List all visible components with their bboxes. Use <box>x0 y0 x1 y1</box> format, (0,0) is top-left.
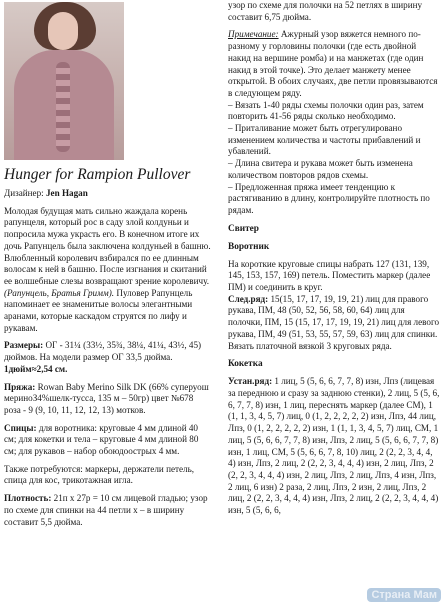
pullover-photo <box>4 2 124 160</box>
note-bullet: – Вязать 1-40 ряды схемы полочки один раз, затем повторить 41-56 ряды сколько необходимо. <box>228 99 424 122</box>
section-heading-sweater: Свитер <box>228 223 259 234</box>
site-watermark: Страна Мам <box>367 588 441 602</box>
note-bullet: – Приталивание может быть отрегулировано изменением количества и частоты прибавлений и убавлений. <box>228 123 421 157</box>
next-row-paragraph: След.ряд: 15(15, 17, 17, 19, 19, 21) лиц для правого рукава, ПМ, 48 (50, 52, 56, 58, 60, 64) лиц для полочки, ПМ, 15 (15, 17, 17, 19, 19, 21) лиц для левого рукава, ПМ, 49 (51, 53, 55, 57, 59, 63) лиц для спинки. Вязать платочной вязкой 3 круговых ряда. <box>228 293 440 351</box>
notions-paragraph: Также потребуются: маркеры, держатели петель, спица для кос, трикотажная игла. <box>4 463 195 486</box>
story-paragraph: Молодая будущая мать сильно жаждала корень рапунцеля, который рос в саду злой колдуньи и попросила мужа украсть его. В конечном итоге их дочь Рапунцель была заключена колдуньей в башню. Влюбленный королевич взбирался по ее длинным волосам к ней в башню. После изгнания и скитаний ее волшебные слезы возвращают зрение королевичу. (Рапунцель, Братья Гримм). Пуловер Рапунцель напоминает ее знаменитые волосы элегантными аранами, которые каскадом струятся по лифу и рукавам. <box>4 205 211 333</box>
section-heading-yoke: Кокетка <box>228 359 263 370</box>
note-bullet: – Предложенная пряжа имеет тенденцию к растягиванию в длину, контролируйте плотность по рядам. <box>228 181 430 215</box>
yarn-paragraph: Пряжа: Rowan Baby Merino Silk DK (66% суперуош мериноЗ4%шелк-тусса, 135 м – 50гр) цвет №678 роза - 9 (9, 10, 11, 12, 12, 13) мотков. <box>4 381 209 415</box>
sizes-paragraph: Размеры: ОГ - 31¼ (33½, 35¾, 38¼, 41¼, 43½, 45) дюймов. На модели размер ОГ 33,5 дюйма. 1дюйм≈2,54 см. <box>4 340 202 374</box>
left-column <box>4 0 212 528</box>
density-paragraph: Плотность: 21п х 27р = 10 см лицевой гладью; узор по схеме для спинки на 44 петли х – в ширину составит 5,5 дюйма. <box>4 493 208 527</box>
needles-paragraph: Спицы: для воротника: круговые 4 мм длиной 40 см; для кокетки и тела – круговые 4 мм длиной 80 см; для рукавов – набор обоюдоострых 4 мм. <box>4 422 199 457</box>
density-continued: узор по схеме для полочки на 52 петлях в ширину составит 6,75 дюйма. <box>228 0 423 22</box>
section-heading-collar: Воротник <box>228 241 270 252</box>
note-paragraph: Примечание: Ажурный узор вяжется немного по-разному у горловины полочки (где есть двойной накид на вершине ромба) и на манжетах (где один накид в этой точке). Это делает манжету менее открытой. В обоих случаях, две петли провязываются в следующем ряду. <box>228 29 438 98</box>
collar-paragraph: На короткие круговые спицы набрать 127 (131, 139, 145, 153, 157, 169) петель. Поместить маркер (далее ПМ) и соединить в круг. <box>228 258 431 293</box>
setup-row-paragraph: Устан.ряд: 1 лиц, 5 (5, 6, 6, 7, 7, 8) изн, Лпз (лицевая за переднюю и сразу за заднюю стенки), 2 лиц, 5 (5, 6, 6, 7, 7, 8) изн, 1 лиц, переснять маркер (далее СМ), 1 (1, 1, 3, 4, 5, 7) лиц, 0 (1, 2, 2, 2, 2, 2) изн, Лпз, 44 лиц, Лпз, 0 (1, 2, 2, 2, 2, 2) изн, 1 (1, 1, 3, 4, 5, 7) лиц, СМ, 1 лиц, 5 (5, 6, 6, 7, 7, 8) изн, Лпз, 2 лиц, 5 (5, 6, 6, 7, 7, 8) изн, 1 лиц, СМ, 5 (5, 6, 6, 7, 8, 10) лиц, 2 (2, 2, 3, 4, 4, 4) изн, Лпз, 2 лиц, 2 (2, 2, 3, 4, 4, 4) изн, 2 лиц, Лпз, 2 (2, 2, 3, 4, 4, 4) изн, 2 лиц, Лпз, 2 лиц, Лпз, 4 изн, Лпз, 2 лиц, 6 изн) 2 раза, 2 лиц, Лпз, 2 изн, 2 лиц, Лпз, 2 лиц, 2 (2, 2, 3, 4, 4, 4) изн, Лпз, 2 лиц, 2 (2, 2, 3, 4, 4, 4) изн, 5 (5, 6, 6, <box>228 376 440 516</box>
right-column <box>228 0 440 517</box>
pattern-title: Hunger for Rampion Pullover <box>4 166 191 183</box>
note-bullet: – Длина свитера и рукава может быть изменена количеством повторов рядов схемы. <box>228 158 413 180</box>
designer-line: Дизайнер: Jen Hagan <box>4 188 88 198</box>
